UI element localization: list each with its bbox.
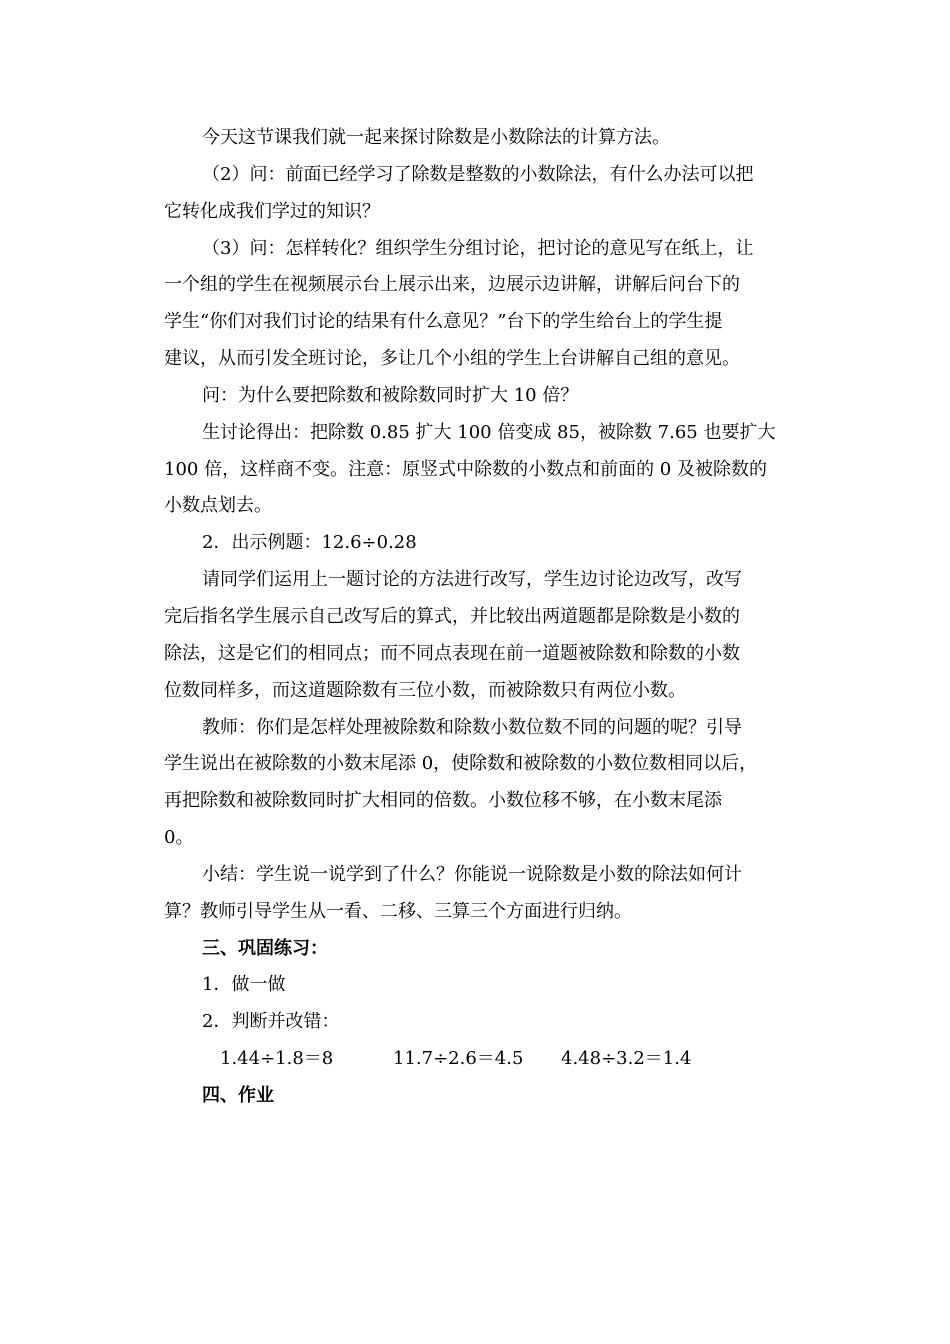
equation: 4.48÷3.2＝1.4 [561,1048,692,1069]
paragraph-line: 算？教师引导学生从一看、二移、三算三个方面进行归纳。 [164,901,632,922]
section-heading: 三、巩固练习： [202,938,328,959]
paragraph-line: （2）问：前面已经学习了除数是整数的小数除法，有什么办法可以把 [202,164,754,185]
paragraph-line: 一个组的学生在视频展示台上展示出来，边展示边讲解，讲解后问台下的 [164,274,740,295]
paragraph-line: 2．出示例题：12.6÷0.28 [202,532,417,553]
equation: 11.7÷2.6＝4.5 [393,1048,524,1069]
paragraph-line: 请同学们运用上一题讨论的方法进行改写，学生边讨论边改写，改写 [202,569,742,590]
paragraph-line: 100 倍，这样商不变。注意：原竖式中除数的小数点和前面的 0 及被除数的 [164,459,767,480]
paragraph-line: （3）问：怎样转化？组织学生分组讨论，把讨论的意见写在纸上，让 [202,238,754,259]
list-item: 1．做一做 [202,974,286,995]
paragraph-line: 今天这节课我们就一起来探讨除数是小数除法的计算方法。 [202,127,670,148]
paragraph-line: 0。 [164,827,194,848]
paragraph-line: 建议，从而引发全班讨论，多让几个小组的学生上台讲解自己组的意见。 [164,348,740,369]
paragraph-line: 它转化成我们学过的知识？ [164,201,380,222]
paragraph-line: 除法，这是它们的相同点；而不同点表现在前一道题被除数和除数的小数 [164,643,740,664]
paragraph-line: 完后指名学生展示自己改写后的算式，并比较出两道题都是除数是小数的 [164,606,740,627]
list-item: 2．判断并改错： [202,1011,340,1032]
paragraph-line: 学生说出在被除数的小数末尾添 0，使除数和被除数的小数位数相同以后， [164,753,758,774]
paragraph-line: 小数点划去。 [164,495,272,516]
paragraph-line: 再把除数和被除数同时扩大相同的倍数。小数位移不够，在小数末尾添 [164,790,722,811]
section-heading: 四、作业 [202,1085,274,1106]
paragraph-line: 问：为什么要把除数和被除数同时扩大 10 倍？ [202,385,579,406]
paragraph-line: 学生“你们对我们讨论的结果有什么意见？”台下的学生给台上的学生提 [164,311,723,332]
paragraph-line: 小结：学生说一说学到了什么？你能说一说除数是小数的除法如何计 [202,864,742,885]
equation: 1.44÷1.8＝8 [220,1048,334,1069]
paragraph-line: 教师：你们是怎样处理被除数和除数小数位数不同的问题的呢？引导 [202,717,742,738]
paragraph-line: 生讨论得出：把除数 0.85 扩大 100 倍变成 85，被除数 7.65 也要扩大 [202,422,776,443]
paragraph-line: 位数同样多，而这道题除数有三位小数，而被除数只有两位小数。 [164,680,686,701]
